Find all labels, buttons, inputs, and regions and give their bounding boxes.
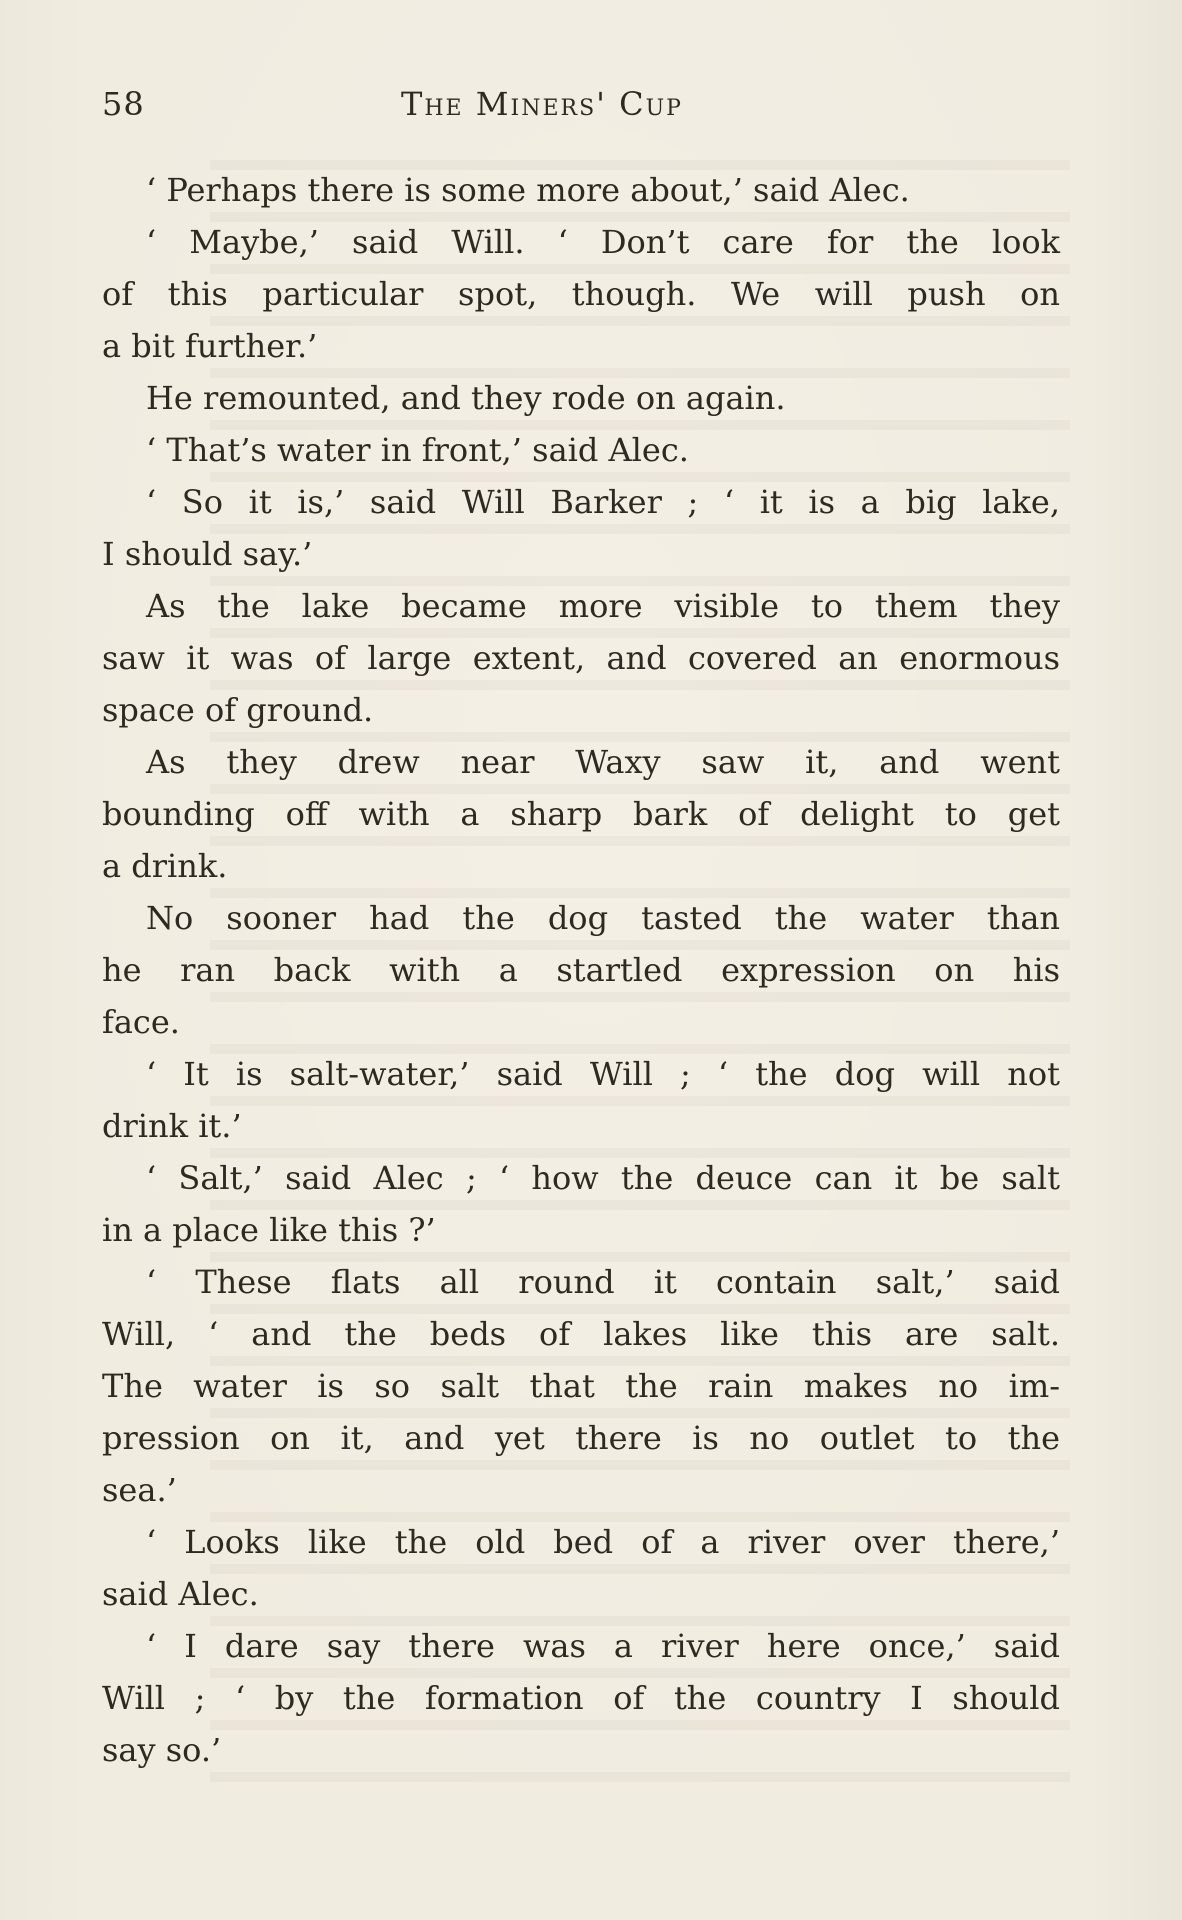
text-line: ‘ Salt,’ said Alec ; ‘ how the deuce can it be salt xyxy=(146,1159,1060,1197)
text-line: No sooner had the dog tasted the water than xyxy=(146,899,1060,937)
text-line: ‘ These flats all round it contain salt,’ said xyxy=(146,1263,1060,1301)
page-number: 58 xyxy=(102,85,145,123)
text-line: ‘ It is salt-water,’ said Will ; ‘ the dog will not xyxy=(146,1055,1060,1093)
text-line: He remounted, and they rode on again. xyxy=(146,379,786,417)
text-line: a drink. xyxy=(102,847,228,885)
text-line: ‘ Perhaps there is some more about,’ said Alec. xyxy=(146,171,910,209)
page-header xyxy=(102,84,1060,124)
text-line: As they drew near Waxy saw it, and went xyxy=(146,743,1060,781)
running-title: The Miners' Cup xyxy=(401,85,683,123)
text-line: of this particular spot, though. We will push on xyxy=(102,275,1060,313)
text-line: in a place like this ?’ xyxy=(102,1211,436,1249)
text-line: ‘ That’s water in front,’ said Alec. xyxy=(146,431,689,469)
text-line: ‘ I dare say there was a river here once,’ said xyxy=(146,1627,1060,1665)
text-line: he ran back with a startled expression on his xyxy=(102,951,1060,989)
text-line: saw it was of large extent, and covered an enormous xyxy=(102,639,1060,677)
text-line: ‘ Looks like the old bed of a river over there,’ xyxy=(146,1523,1060,1561)
text-line: Will, ‘ and the beds of lakes like this are salt. xyxy=(102,1315,1060,1353)
text-line: face. xyxy=(102,1003,180,1041)
text-line: ‘ Maybe,’ said Will. ‘ Don’t care for the look xyxy=(146,223,1060,261)
text-line: say so.’ xyxy=(102,1731,222,1769)
body-text xyxy=(102,164,1060,1776)
text-line: The water is so salt that the rain makes no im- xyxy=(102,1367,1060,1405)
text-line: Will ; ‘ by the formation of the country I should xyxy=(102,1679,1060,1717)
text-line: sea.’ xyxy=(102,1471,177,1509)
text-line: ‘ So it is,’ said Will Barker ; ‘ it is a big lake, xyxy=(146,483,1060,521)
text-line: a bit further.’ xyxy=(102,327,318,365)
text-line: said Alec. xyxy=(102,1575,259,1613)
text-line: As the lake became more visible to them they xyxy=(146,587,1060,625)
text-line: space of ground. xyxy=(102,691,374,729)
text-line: I should say.’ xyxy=(102,535,313,573)
text-line: drink it.’ xyxy=(102,1107,242,1145)
text-line: pression on it, and yet there is no outlet to the xyxy=(102,1419,1060,1457)
text-line: bounding off with a sharp bark of delight to get xyxy=(102,795,1060,833)
